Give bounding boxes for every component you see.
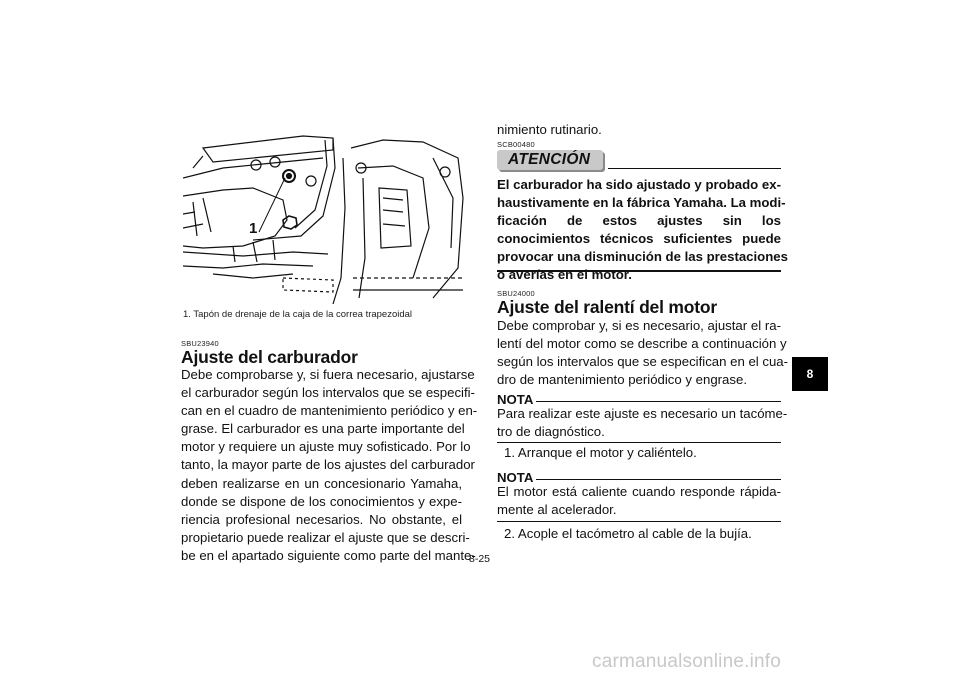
text-line: dro de mantenimiento periódico y engrase. <box>497 372 747 388</box>
text-line: can en el cuadro de mantenimiento periódico y en- <box>181 403 478 419</box>
caution-label: ATENCIÓN <box>508 151 591 168</box>
text-line: mente al acelerador. <box>497 502 617 518</box>
text-line: motor y requiere un ajuste muy sofisticado. Por lo <box>181 439 471 455</box>
text-line: propietario puede realizar el ajuste que se descri- <box>181 529 470 545</box>
step-2: 2. Acople el tacómetro al cable de la bujía. <box>504 526 752 541</box>
chapter-tab: 8 <box>792 357 828 391</box>
text-line: tanto, la mayor parte de los ajustes del carburador <box>181 457 475 473</box>
text-line: conocimientos técnicos suficientes puede <box>497 231 781 247</box>
nota-bottom-rule <box>497 442 781 443</box>
text-line: Debe comprobarse y, si fuera necesario, ajustarse <box>181 367 475 382</box>
text-line: El motor está caliente cuando responde rápida- <box>497 484 781 499</box>
section-title-carburador: Ajuste del carburador <box>181 347 358 367</box>
drain-plug-illustration <box>183 128 468 304</box>
text-line: riencia profesional necesarios. No obstante, el <box>181 511 462 527</box>
text-line: haustivamente en la fábrica Yamaha. La modi- <box>497 195 786 211</box>
ralenti-paragraph <box>497 317 789 389</box>
text-line: ficación de estos ajustes sin los <box>497 213 781 229</box>
nota-label: NOTA <box>497 392 534 407</box>
caution-text <box>497 176 788 285</box>
text-line: provocar una disminución de las prestaciones <box>497 249 788 265</box>
nota-top-rule <box>536 401 781 402</box>
text-line: tro de diagnóstico. <box>497 424 605 440</box>
text-line: o averías en el motor. <box>497 267 632 283</box>
text-line: be en el apartado siguiente como parte del mante- <box>181 547 476 563</box>
nota-bottom-rule <box>497 521 781 522</box>
caution-top-rule <box>608 168 781 169</box>
text-line: El carburador ha sido ajustado y probado ex- <box>497 177 781 192</box>
paragraph-continuation: nimiento rutinario. <box>497 122 602 137</box>
nota-label: NOTA <box>497 470 534 485</box>
text-line: donde se dispone de los conocimientos y expe- <box>181 493 462 509</box>
nota-top-rule <box>536 479 781 480</box>
text-line: Debe comprobar y, si es necesario, ajustar el ra- <box>497 318 781 333</box>
figure-caption: 1. Tapón de drenaje de la caja de la correa trapezoidal <box>183 309 413 320</box>
watermark: carmanualsonline.info <box>592 651 782 672</box>
text-line: según los intervalos que se especifican en el cua- <box>497 354 789 370</box>
text-line: lentí del motor como se describe a continuación y <box>497 336 787 352</box>
section-code: SBU23940 <box>181 339 219 348</box>
section-code: SBU24000 <box>497 289 535 298</box>
caution-bottom-rule <box>497 270 781 272</box>
caution-code: SCB00480 <box>497 140 535 149</box>
page-number: 8-25 <box>469 553 491 565</box>
figure-callout-number: 1 <box>249 220 258 237</box>
text-line: grase. El carburador es una parte importante del <box>181 421 465 437</box>
carburador-paragraph <box>181 366 478 565</box>
text-line: deben realizarse en un concesionario Yamaha, <box>181 475 462 491</box>
nota-text <box>497 405 788 441</box>
step-1: 1. Arranque el motor y caliéntelo. <box>504 445 697 460</box>
text-line: el carburador según los intervalos que se especifi- <box>181 385 475 401</box>
section-title-ralenti: Ajuste del ralentí del motor <box>497 297 717 317</box>
text-line: Para realizar este ajuste es necesario un tacóme- <box>497 406 788 421</box>
nota-text <box>497 483 781 519</box>
